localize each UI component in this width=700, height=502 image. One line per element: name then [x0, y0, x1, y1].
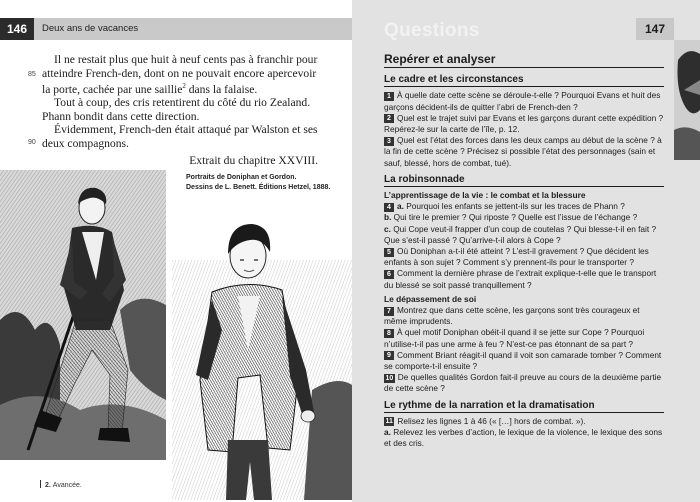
question-text: Quel est le trajet suivi par Evans et les garçons durant cette expédition ? Repérez-le sur la carte de l’île, p. 12. [384, 112, 664, 135]
excerpt-source: Extrait du chapitre XXVIII. [189, 154, 318, 168]
question-text: Quel est l’état des forces dans les deux camps au début de la scène ? à la fin de cette scène ? Précisez si possible l’état des personnages (sain et sauf, blessé, hors de combat, tué). [384, 135, 662, 168]
question-11 [384, 416, 664, 427]
question-number: 2 [384, 114, 394, 123]
footnote-number: 2. [45, 482, 51, 489]
footnote-rule [40, 480, 41, 488]
question-11a [384, 427, 664, 449]
question-8 [384, 327, 664, 349]
question-text: De quelles qualités Gordon fait-il preuve au cours de la deuxième partie de cette scène ? [384, 372, 662, 394]
excerpt-line: atteindre French-den, dont on ne pouvait encore apercevoir [42, 66, 317, 80]
questions-content [384, 54, 664, 450]
question-1 [384, 90, 664, 112]
question-number: 9 [384, 351, 394, 360]
question-text: À quelle date cette scène se déroule-t-elle ? Pourquoi Evans et huit des garçons décident-ils de quitter l’abri de French-den ? [384, 90, 661, 112]
question-text: Où Doniphan a-t-il été atteint ? L’est-il gravement ? Que décident les enfants à son sujet ? Comment s’y prennent-ils pour le transporter ? [384, 246, 649, 268]
question-number: 3 [384, 137, 394, 146]
question-9 [384, 350, 664, 372]
question-5 [384, 246, 664, 268]
question-text: Relisez les lignes 1 à 46 (« […] hors de combat. »). [397, 415, 586, 426]
page-number-left: 146 [0, 18, 34, 40]
question-number: 1 [384, 92, 394, 101]
question-4c [384, 224, 664, 246]
question-7 [384, 305, 664, 327]
part-title-apprentissage: L’apprentissage de la vie : le combat et la blessure [384, 190, 586, 201]
question-number: 8 [384, 329, 394, 338]
question-text: Qui tire le premier ? Qui riposte ? Quelle est l’issue de l’échange ? [391, 212, 638, 223]
caption-line-2: Dessins de L. Benett. Éditions Hetzel, 1888. [186, 183, 331, 191]
question-text: À quel motif Doniphan obéit-il quand il se jette sur Cope ? Pourquoi n’utilise-t-il pas une arme à feu ? N’est-ce pas étonnant de sa part ? [384, 327, 645, 349]
question-letter: c. [384, 223, 391, 234]
footnote-ref: 2 [182, 82, 186, 90]
question-text: Comment la dernière phrase de l’extrait explique-t-elle que le transport du blessé se soit passé tranquillement ? [384, 268, 657, 290]
question-text: Pourquoi les enfants se jettent-ils sur les traces de Phann ? [403, 201, 625, 212]
excerpt-line: Il ne restait plus que huit à neuf cents pas à franchir pour [54, 53, 318, 66]
questions-title: Questions [384, 20, 480, 41]
caption-line-1: Portraits de Doniphan et Gordon. [186, 174, 297, 181]
question-text: Relevez les verbes d’action, le lexique de la violence, le lexique des sons et des cris. [384, 427, 663, 449]
question-text: Montrez que dans cette scène, les garçons sont très courageux et même imprudents. [384, 305, 640, 327]
subsection-robinsonnade: La robinsonnade [384, 174, 664, 187]
question-text: Comment Briant réagit-il quand il voit son camarade tomber ? Comment se comporte-t-il ensuite ? [384, 349, 662, 372]
question-number: 10 [385, 374, 394, 382]
question-letter: b. [384, 212, 392, 223]
image-caption [186, 173, 346, 192]
line-number-90: 90 [28, 139, 36, 146]
question-4b [384, 212, 664, 223]
subsection-rythme: Le rythme de la narration et la dramatisation [384, 400, 664, 413]
section-title: Repérer et analyser [384, 54, 664, 68]
question-10 [384, 372, 664, 394]
question-2 [384, 113, 664, 135]
question-text: Qui Cope veut-il frapper d’un coup de coutelas ? Qui blesse-t-il en fait ? Que s’est-il passé ? Qu’arrive-t-il alors à Cope ? [384, 223, 657, 245]
excerpt-paragraph-1 [42, 53, 318, 96]
edge-illustration [674, 40, 700, 160]
subsection-cadre: Le cadre et les circonstances [384, 74, 664, 87]
question-letter: a. [384, 427, 391, 438]
part-title-depassement: Le dépassement de soi [384, 293, 477, 304]
excerpt-line: la porte, cachée par une saillie [42, 82, 183, 96]
excerpt-paragraph-2: Tout à coup, des cris retentirent du côté du rio Zealand. Phann bondit dans cette direction. [42, 96, 311, 123]
question-4a [384, 201, 664, 212]
right-page [352, 0, 700, 502]
excerpt-text [28, 53, 318, 168]
question-number: 4 [384, 203, 394, 212]
excerpt-paragraph-3: Évidemment, French-den était attaqué par Walston et ses deux compagnons. [42, 123, 318, 150]
illustration-gordon [172, 200, 352, 500]
question-6 [384, 268, 664, 290]
question-number: 7 [384, 307, 394, 316]
line-number-85: 85 [28, 71, 36, 78]
running-head: Deux ans de vacances [34, 18, 352, 40]
question-number: 6 [384, 270, 394, 279]
footnote [40, 480, 82, 489]
question-letter: a. [397, 201, 404, 212]
question-number: 11 [385, 418, 393, 426]
illustration-doniphan [0, 170, 166, 460]
question-3 [384, 135, 664, 169]
page-number-right: 147 [636, 18, 674, 40]
excerpt-line: dans la falaise. [185, 82, 258, 96]
question-number: 5 [384, 248, 394, 257]
footnote-text: Avancée. [52, 482, 82, 489]
